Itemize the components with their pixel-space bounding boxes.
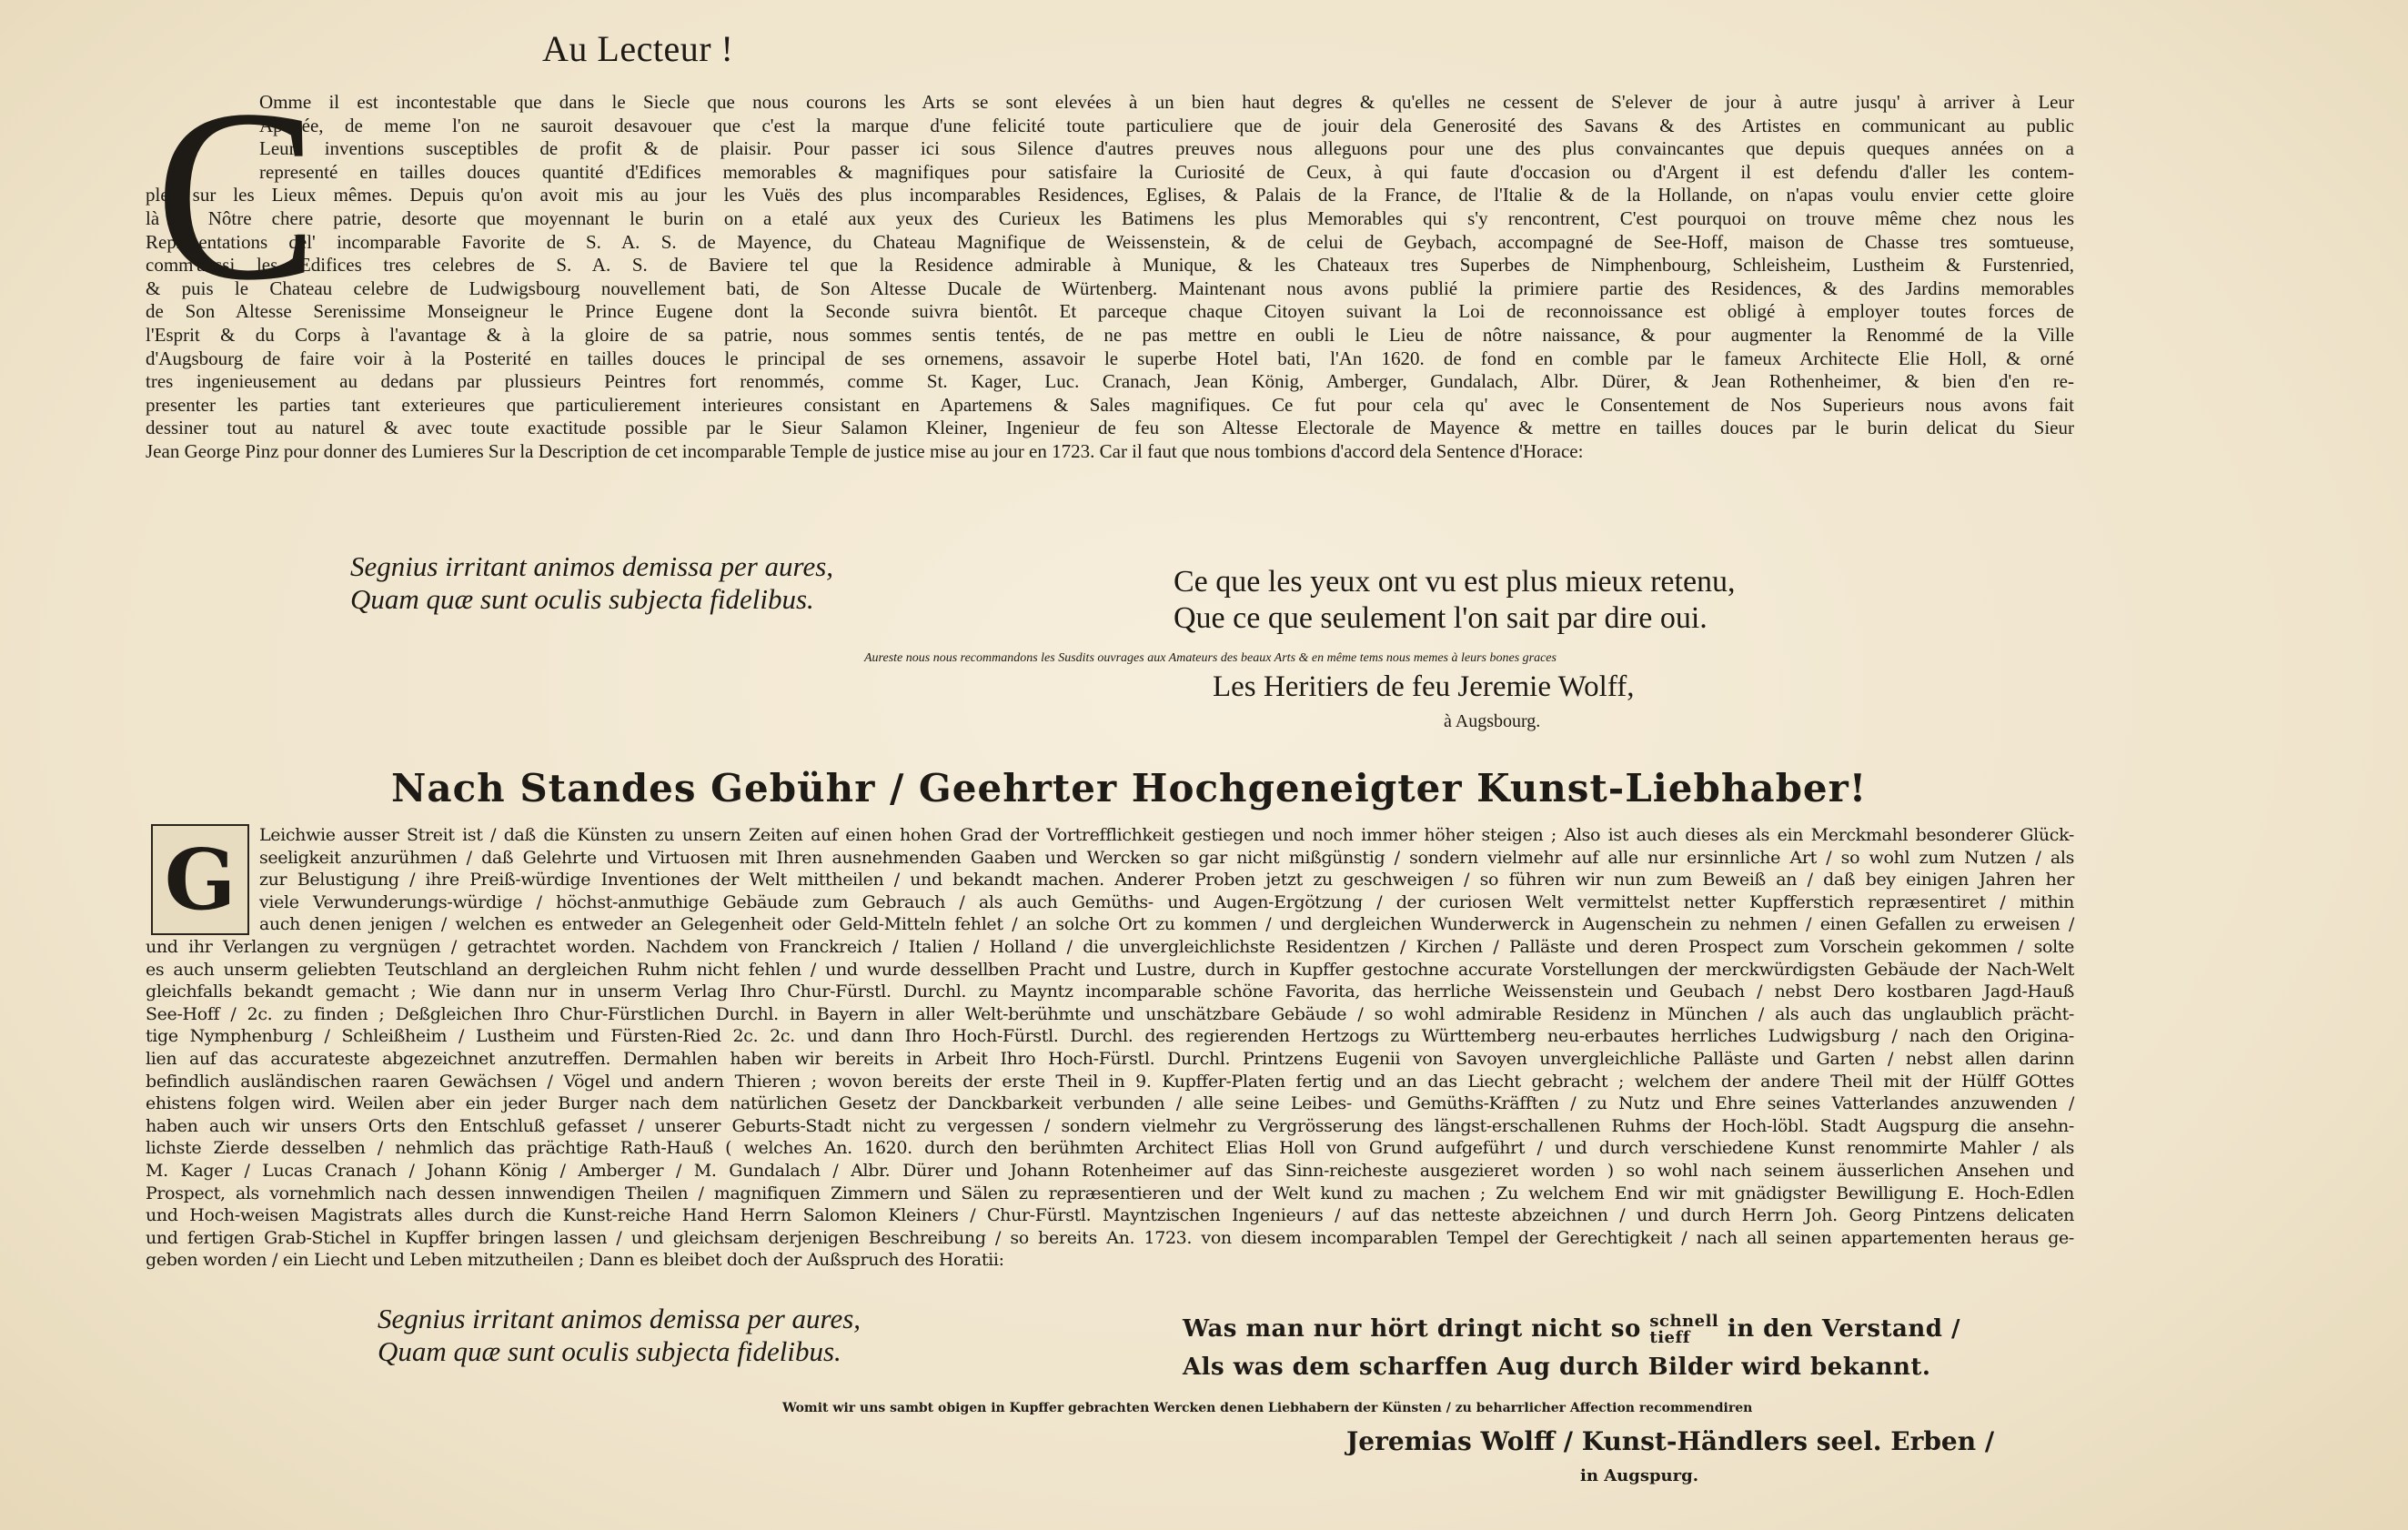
french-line: Representations del' incomparable Favorite de S. A. S. de Mayence, du Chateau Magnifique de Weissenstein, & de celui de Geybach, accompagné de See-Hoff, maison de Chasse tres somtueuse, <box>146 230 2074 253</box>
german-line: Leichwie ausser Streit ist / daß die Künsten zu unsern Zeiten auf einen hohen Grad der Vortrefflichkeit gestiegen und noch immer höher steigen ; Also ist auch dieses als ein Merckmahl besonderer Glück- <box>259 825 2074 845</box>
german-place: in Augspurg. <box>1580 1466 1698 1485</box>
french-line: Jean George Pinz pour donner des Lumieres Sur la Description de cet incomparable Temple de justice mise au jour en 1723. Car il faut que nous tombions d'accord dela Sentence d'Horace: <box>146 439 1584 462</box>
german-verse-text: in den Verstand / <box>1727 1315 1961 1343</box>
french-line: dessiner tout au naturel & avec toute exactitude possible par le Sieur Salamon Kleiner, Ingenieur de feu son Altesse Electorale de Mayence & mettre en tailles douces par le burin delicat du Sieur <box>146 417 2074 439</box>
french-line: d'Augsbourg de faire voir à la Posterité en tailles douces le principal de ses ornemens, assavoir le superbe Hotel bati, l'An 1620. de fond en comble par le fameux Architecte Elie Holl, & orné <box>146 347 2074 369</box>
french-line: Omme il est incontestable que dans le Siecle que nous courons les Arts se sont elevées à un bien haut degres & qu'elles ne cessent de S'elever de jour à autre jusqu' à arriver à Leur <box>259 91 2074 113</box>
german-line: und ihr Verlangen zu vergnügen / getrachtet worden. Nachdem von Franckreich / Italien / Holland / die unvergleichlichste Residentzen / Kirchen / Palläste und deren Prospect zum Vorschein gekommen / solte <box>146 936 2074 957</box>
german-verse-alternatives <box>1649 1314 1718 1346</box>
french-body <box>146 91 2074 464</box>
german-line: tige Nymphenburg / Schleißheim / Lustheim und Fürsten-Ried 2c. 2c. und dann Ihro Hoch-Fürstl. Durchl. des regierenden Hertzogs zu Württemberg neu-erbautes herrliches Ludwigsburg / nach den Origina- <box>146 1026 2074 1047</box>
french-line: là à Nôtre chere patrie, desorte que moyennant le burin on a etalé aux yeux des Curieux les Batimens les plus Memorables qui s'y rencontrent, C'est pourquoi on trouve même chez nous les <box>146 206 2074 229</box>
german-line: zur Belustigung / ihre Preiß-würdige Inventiones der Welt mittheilen / und bekandt machen. Anderer Proben jetzt zu geschweigen / so führen wir nun zum Beweiß an / daß bey einigen Jahren her <box>259 870 2074 891</box>
french-recommendation: Aureste nous nous recommandons les Susdits ouvrages aux Amateurs des beaux Arts & en même tems nous memes à leurs bones graces <box>864 651 1557 665</box>
french-heading: Au Lecteur ! <box>542 28 734 69</box>
latin-verse-line: Quam quæ sunt oculis subjecta fidelibus. <box>350 583 814 615</box>
french-verse-line: Que ce que seulement l'on sait par dire oui. <box>1174 601 1708 635</box>
german-initial: G <box>164 830 237 929</box>
latin-verse-line: Segnius irritant animos demissa per aures, <box>350 550 834 582</box>
french-line: Leurs inventions susceptibles de profit & de plaisir. Pour passer ici sous Silence d'autres preuves nous alleguons pour une des plus convaincantes que depuis queques années on a <box>259 137 2074 160</box>
german-line: und fertigen Grab-Stichel in Kupffer bringen lassen / und gleichsam derjenigen Beschreibung / so bereits An. 1723. von diesem incomparablen Tempel der Gerechtigkeit / nach all seinen appartementen heraus ge- <box>146 1227 2074 1248</box>
french-line: tres ingenieusement au dedans par plussieurs Peintres fort renommés, comme St. Kager, Luc. Cranach, Jean König, Amberger, Gundalach, Albr. Dürer, & Jean Rothenheimer, & bien d'en re- <box>146 370 2074 393</box>
german-verse-alt: schnell <box>1649 1312 1719 1331</box>
french-latin-verse <box>350 550 833 616</box>
latin-verse-line: Segnius irritant animos demissa per aures, <box>378 1303 861 1334</box>
german-line: lichste Zierde desselben / nehmlich das prächtige Rath-Hauß ( welches An. 1620. durch den berühmten Architect Elias Holl von Grund aufgeführt / und durch verschiedene Kunst renommirte Mahler / als <box>146 1138 2074 1159</box>
german-line: auch denen jenigen / welchen es entweder an Gelegenheit oder Geld-Mitteln fehlet / an solche Ort zu kommen / und dergleichen Wunderwerck in Augenschein zu nehmen / einen Gefallen zu erweisen / <box>259 914 2074 935</box>
german-body <box>146 824 2074 1272</box>
german-verse <box>1183 1310 1960 1386</box>
german-latin-verse <box>378 1303 861 1368</box>
french-line: representé en tailles douces quantité d'Edifices memorables & magnifiques pour satisfaire la Curiosité de Ceux, à qui faute d'occasion ou d'Argent il est defendu d'aller les contem- <box>259 160 2074 183</box>
german-line: M. Kager / Lucas Cranach / Johann König / Amberger / M. Gundalach / Albr. Dürer und Johann Rotenheimer auf das Sinn-reicheste ausgezieret worden ) so wohl nach seinem äusserlichen Ansehen und <box>146 1160 2074 1181</box>
german-verse-line <box>1183 1310 1960 1348</box>
french-line: l'Esprit & du Corps à l'avantage & à la gloire de sa patrie, nous sommes sentis tentés, de ne pas mettre en oubli le Lieu de nôtre naissance, & pour augmenter la Renommé de la Ville <box>146 323 2074 346</box>
german-line: und Hoch-weisen Magistrats alles durch die Kunst-reiche Hand Herrn Salomon Kleiners / Chur-Fürstl. Mayntzischen Ingenieurs / auf das netteste abzeichnen / und durch Herrn Joh. Georg Pintzens delicaten <box>146 1205 2074 1226</box>
french-line: comm'aussi les Edifices tres celebres de S. A. S. de Baviere tel que la Residence admirable à Munique, & les Chateaux tres Superbes de Nimphenbourg, Schleisheim, Lustheim & Furstenried, <box>146 254 2074 277</box>
german-line: lien auf das accurateste abgezeichnet anzutreffen. Dermahlen haben wir bereits in Arbeit Ihro Hoch-Fürstl. Durchl. Printzens Eugenii von Savoyen unvergleichliche Palläste und Garten / nebst allen darinn <box>146 1048 2074 1069</box>
french-line: pler sur les Lieux mêmes. Depuis qu'on avoit mis au jour les Vuës des plus incomparables Residences, Eglises, & Palais de la France, de l'Italie & de la Hollande, on n'apas voulu envier cette gloire <box>146 184 2074 206</box>
german-line: befindlich ausländischen raaren Gewächsen / Vögel und andern Thieren ; wovon bereits der erste Theil in 9. Kupffer-Platen fertig und an das Liecht gebracht ; welchem der andere Theil mit der Hülff GOttes <box>146 1071 2074 1092</box>
french-line: presenter les parties tant exterieures que particulierement interieures consistant en Apartemens & Sales magnifiques. Ce fut pour cela qu' avec le Consentement de Nos Superieurs nous avons fait <box>146 393 2074 416</box>
german-verse-line: Als was dem scharffen Aug durch Bilder wird bekannt. <box>1183 1354 1931 1381</box>
french-verse <box>1174 564 1736 637</box>
french-signature: Les Heritiers de feu Jeremie Wolff, <box>1213 670 1635 703</box>
german-recommendation: Womit wir uns sambt obigen in Kupffer gebrachten Wercken denen Liebhabern der Künsten / zu beharrlicher Affection recommendiren <box>782 1401 1753 1415</box>
german-line: seeligkeit anzurühmen / daß Gelehrte und Virtuosen mit Ihren ausnehmenden Gaaben und Wercken so gar nicht mißgünstig / sondern vielmehr auf alle nur ersinnliche Art / so wohl zum Nutzen / als <box>259 847 2074 868</box>
french-line: & puis le Chateau celebre de Ludwigsbourg nouvellement bati, de Son Altesse Ducale de Würtenberg. Maintenant nous avons publié la primiere partie des Residences, & des Jardins memorables <box>146 277 2074 299</box>
german-line: geben worden / ein Liecht und Leben mitzutheilen ; Dann es bleibet doch der Außspruch des Horatii: <box>146 1250 1004 1271</box>
german-line: es auch unserm geliebten Teutschland an dergleichen Ruhm nicht fehlen / und wurde dessellben Pracht und Lustre, durch in Kupffer gestochne accurate Vorstellungen der merckwürdigsten Gebäude der Nach-Welt <box>146 959 2074 980</box>
german-verse-text: Was man nur hört dringt nicht so <box>1183 1315 1641 1343</box>
german-line: haben auch wir unsers Orts den Entschluß gefasset / unserer Geburts-Stadt nicht zu vergessen / sondern vielmehr zu Vergrösserung des längst-erschallenen Ruhms der Hoch-löbl. Stadt Augspurg die ansehn- <box>146 1115 2074 1136</box>
german-line: gleichfalls bekandt gemacht ; Wie dann nur in unserm Verlag Ihro Chur-Fürstl. Durchl. zu Mayntz incomparable schöne Favorita, das herrliche Weissenstein und Geubach / nebst Dero kostbaren Jagd-Hauß <box>146 981 2074 1002</box>
french-verse-line: Ce que les yeux ont vu est plus mieux retenu, <box>1174 565 1736 599</box>
german-line: viele Verwunderungs-würdige / höchst-anmuthige Gebäude zum Gebrauch / als auch Gemüths- und Augen-Ergötzung / der curiosen Welt vermittelst netter Kupfferstich repræsentiret / mithin <box>259 891 2074 912</box>
latin-verse-line: Quam quæ sunt oculis subjecta fidelibus. <box>378 1335 841 1367</box>
german-line: See-Hoff / 2c. zu finden ; Deßgleichen Ihro Chur-Fürstlichen Durchl. in Bayern in aller Welt-berühmte und unschätzbare Gebäude / so wohl admirable Residenz in München / als auch das unglaublich prächt- <box>146 1003 2074 1024</box>
french-line: de Son Altesse Serenissime Monseigneur le Prince Eugene dont la Seconde suivra bientôt. Et parceque chaque Citoyen suivant la Loi de reconnoissance est obligé à employer toutes forces de <box>146 300 2074 323</box>
german-verse-alt: tieff <box>1649 1328 1690 1347</box>
german-signature: Jeremias Wolff / Kunst-Händlers seel. Erben / <box>1346 1426 1995 1456</box>
german-line: ehistens folgen wird. Weilen aber ein jeder Burger nach dem natürlichen Gesetz der Danckbarkeit verbunden / alle seine Leibes- und Gemüths-Kräfften / zu Nutz und Ehre seines Vatterlandes anzuwenden / <box>146 1093 2074 1114</box>
german-line: Prospect, als vornehmlich nach dessen innwendigen Theilen / magnifiquen Zimmern und Sälen zu repræsentieren und der Welt kund zu machen ; Zu welchem End wir mit gnädigster Bewilligung E. Hoch-Edlen <box>146 1183 2074 1203</box>
french-place: à Augsbourg. <box>1444 711 1541 731</box>
german-heading: Nach Standes Gebühr / Geehrter Hochgeneigter Kunst-Liebhaber! <box>391 766 1868 810</box>
french-dropcap: C <box>155 59 319 331</box>
french-line: Apogée, de meme l'on ne sauroit desavouer que c'est la marque d'une felicité toute particuliere que de jouir dela Generosité des Savans & des Artistes en communicant au public <box>259 114 2074 136</box>
